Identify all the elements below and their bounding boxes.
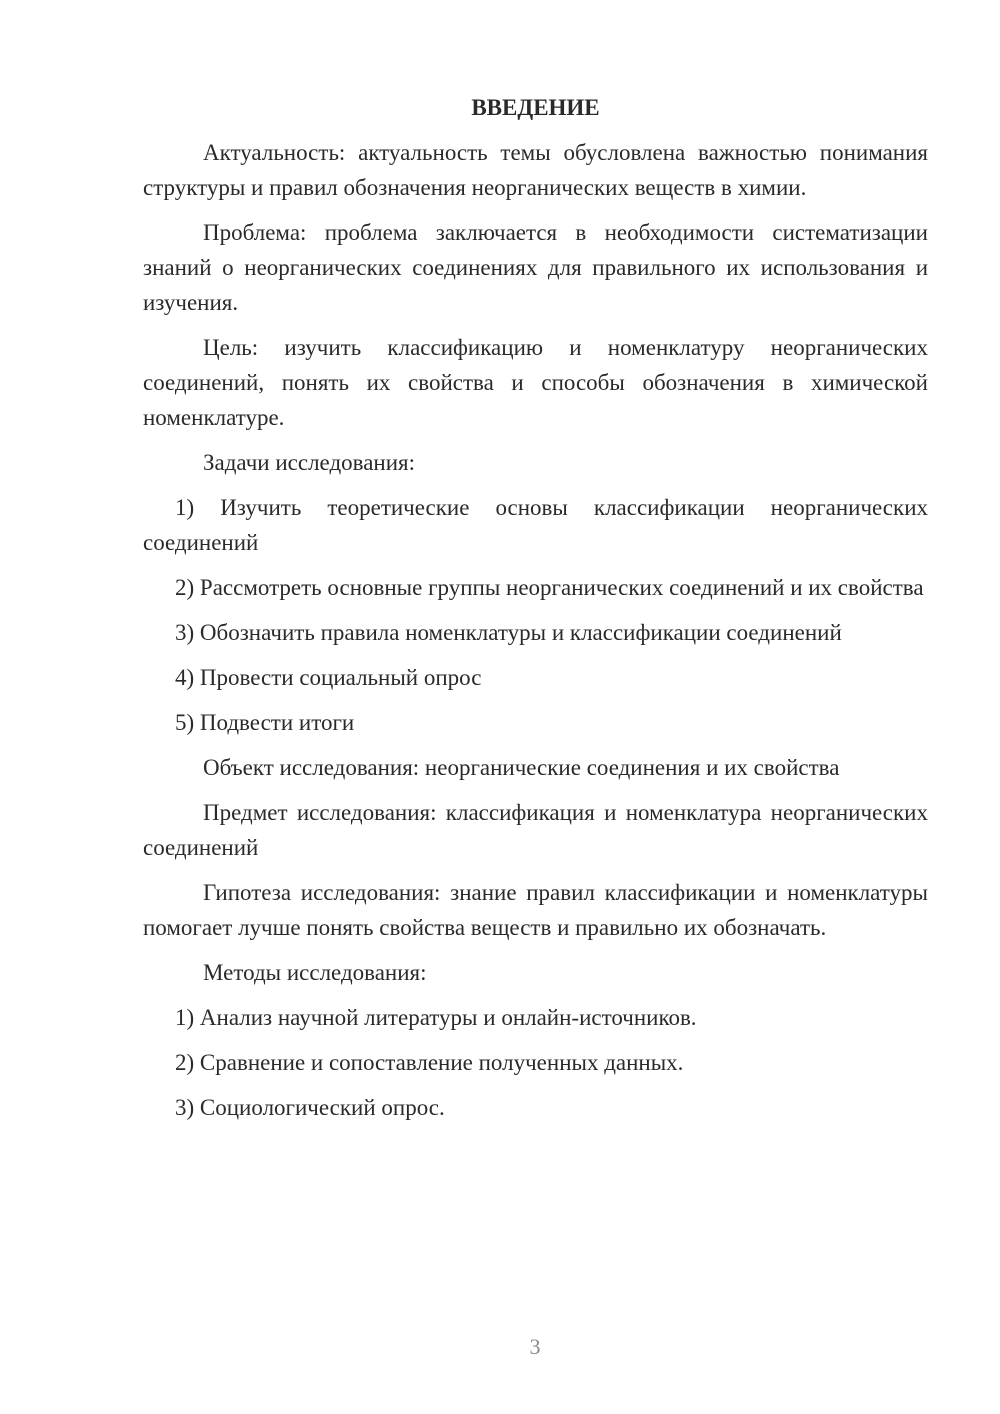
page-number: 3 (529, 1334, 541, 1359)
method-item-2: 2) Сравнение и сопоставление полученных данных. (175, 1050, 684, 1075)
hypothesis-paragraph: Гипотеза исследования: знание правил классификации и номенклатуры помогает лучше понять свойства веществ и правильно их обозначать. (143, 880, 928, 940)
section-title: ВВЕДЕНИЕ (471, 95, 600, 120)
task-item-5: 5) Подвести итоги (175, 710, 355, 735)
task-item-4: 4) Провести социальный опрос (175, 665, 482, 690)
task-item-2: 2) Рассмотреть основные группы неорганических соединений и их свойства (175, 575, 924, 600)
problem-paragraph: Проблема: проблема заключается в необходимости систематизации знаний о неорганических соединениях для правильного их использования и изучения. (143, 220, 928, 315)
goal-paragraph: Цель: изучить классификацию и номенклатуру неорганических соединений, понять их свойства и способы обозначения в химической номенклатуре. (143, 335, 928, 430)
task-item-3: 3) Обозначить правила номенклатуры и классификации соединений (175, 620, 842, 645)
object-paragraph: Объект исследования: неорганические соединения и их свойства (203, 755, 840, 780)
task-item-1: 1) Изучить теоретические основы классификации неорганических соединений (143, 495, 928, 555)
method-item-1: 1) Анализ научной литературы и онлайн-источников. (175, 1005, 697, 1030)
methods-heading: Методы исследования: (203, 960, 427, 985)
actuality-paragraph: Актуальность: актуальность темы обусловлена важностью понимания структуры и правил обозначения неорганических веществ в химии. (143, 140, 928, 200)
subject-paragraph: Предмет исследования: классификация и номенклатура неорганических соединений (143, 800, 928, 860)
page-content (143, 90, 928, 1135)
method-item-3: 3) Социологический опрос. (175, 1095, 445, 1120)
tasks-heading: Задачи исследования: (203, 450, 416, 475)
